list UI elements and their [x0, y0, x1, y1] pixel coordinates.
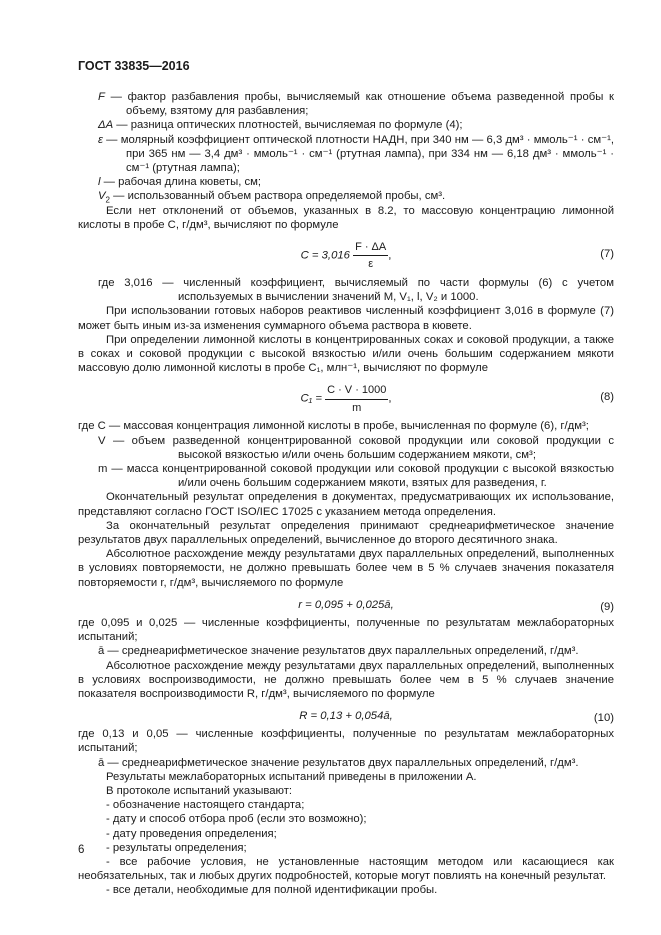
definition-f: F — фактор разбавления пробы, вычисляемый как отношение объема разведенной пробы к объему, взятому для разбавления;: [98, 91, 614, 118]
where-8-c: где C — массовая концентрация лимонной кислоты в пробе, вычисленная по формуле (6), г/дм³;: [78, 420, 589, 433]
symbol-v: V: [98, 190, 106, 203]
protocol-item: - результаты определения;: [106, 841, 247, 854]
where-10-b: ā — среднеарифметическое значение результатов двух параллельных определений, г/дм³.: [98, 756, 579, 769]
paragraph-formula7-intro: Если нет отклонений от объемов, указанных в 8.2, то массовую концентрацию лимонной кислоты в пробе C, г/дм³, вычисляют по формуле: [78, 204, 614, 231]
where-10-a: где 0,13 и 0,05 — численные коэффициенты, полученные по результатам межлабораторных испытаний;: [78, 728, 614, 755]
paragraph-kit: При использовании готовых наборов реактивов численный коэффициент 3,016 в формуле (7) может быть иным из-за изменения суммарного объема раствора в кювете.: [78, 305, 614, 332]
definition-v2: $V_2$ — использованный объем раствора определяемой пробы, см³.: [98, 190, 446, 205]
definition-delta-a: ΔA — разница оптических плотностей, вычисляемая по формуле (4);: [98, 119, 463, 132]
where-8-v: V — объем разведенной концентрированной соковой продукции или соковой продукции с высокой вязкостью и/или очень большим содержанием мякоти, см³;: [98, 434, 614, 461]
paragraph-mean: За окончательный результат определения принимают среднеарифметическое значение результатов двух параллельных определений, вычисленное до второго десятичного знака.: [78, 519, 614, 547]
formula-7: C = 3,016 $\frac{F \cdot \Delta A}{\varepsilon}$ , (7): [300, 241, 614, 271]
where-9-a: где 0,095 и 0,025 — численные коэффициенты, полученные по результатам межлабораторных испытаний;: [78, 616, 614, 644]
formula-8: C₁ = $\frac{C \cdot V \cdot 1000}{m}$ , (8): [300, 384, 614, 414]
symbol-f: F: [98, 91, 105, 103]
formula-8-label: (8): [600, 391, 614, 404]
protocol-item: - все рабочие условия, не установленные настоящим методом или касающиеся как необязательных, так и любых других подробностей, которые могут повлиять на конечный результат.: [78, 855, 614, 883]
protocol-intro: В протоколе испытаний указывают:: [106, 784, 293, 797]
formula-9: r = 0,095 + 0,025ā, (9): [298, 598, 614, 613]
paragraph-reproducibility: Абсолютное расхождение между результатами двух параллельных определений, выполненных в условиях воспроизводимости, не должно превышать более чем в 5 % случаев значение показателя воспроизводимости R, г/дм³, вычисляемого по формуле: [78, 659, 614, 700]
where-9-b: ā — среднеарифметическое значение результатов двух параллельных определений, г/дм³.: [98, 645, 579, 658]
definition-epsilon: ε — молярный коэффициент оптической плотности НАДН, при 340 нм — 6,3 дм³ · ммоль⁻¹ · см⁻¹, при 365 нм — 3,4 дм³ · ммоль⁻¹ · см⁻¹ (ртутная лампа), при 334 нм — 6,18 дм³ · ммоль⁻¹ · см⁻¹ (ртутная лампа);: [98, 133, 614, 175]
protocol-item: - обозначение настоящего стандарта;: [106, 799, 305, 812]
formula-10: R = 0,13 + 0,054ā, (10): [299, 710, 614, 725]
document-header: ГОСТ 33835—2016: [78, 59, 190, 73]
paragraph-repeatability: Абсолютное расхождение между результатами двух параллельных определений, выполненных в условиях повторяемости, не должно превышать более чем в 5 % случаев значения показателя повторяемости r, г/дм³, вычисляемого по формуле: [78, 548, 614, 589]
definition-l: l — рабочая длина кюветы, см;: [98, 176, 262, 189]
paragraph-interlab: Результаты межлабораторных испытаний приведены в приложении А.: [106, 770, 477, 783]
protocol-item: - дату и способ отбора проб (если это возможно);: [106, 813, 367, 826]
formula-7-label: (7): [600, 248, 614, 261]
formula-9-label: (9): [600, 600, 614, 613]
symbol-epsilon: ε: [98, 133, 103, 146]
where-8-m: m — масса концентрированной соковой продукции или соковой продукции с высокой вязкостью и/или очень большим содержанием мякоти, взятых для разведения, г.: [98, 463, 614, 490]
document-body: [78, 90, 614, 898]
symbol-delta-a: ΔA: [98, 119, 114, 132]
symbol-l: l: [98, 176, 101, 189]
page-number: 6: [78, 844, 85, 856]
fraction-7: $\frac{F \cdot \Delta A}{\varepsilon}$: [355, 241, 387, 271]
paragraph-final-result: Окончательный результат определения в документах, предусматривающих их использование, представляют согласно ГОСТ ISO/IEC 17025 с указанием метода определения.: [78, 491, 614, 518]
fraction-8: $\frac{C \cdot V \cdot 1000}{m}$: [327, 384, 387, 414]
protocol-item: - все детали, необходимые для полной идентификации пробы.: [106, 884, 438, 897]
where-7: где 3,016 — численный коэффициент, вычисляемый по части формулы (6) с учетом используемых в вычислении значений M, V₁, l, V₂ и 1000.: [98, 277, 614, 304]
paragraph-concentrated: При определении лимонной кислоты в концентрированных соках и соковой продукции, а также в соках и соковой продукции с высокой вязкостью и/или очень большим содержанием мякоти массовую долю лимонной кислоты в пробе C₁, млн⁻¹, вычисляют по формуле: [78, 333, 614, 375]
protocol-item: - дату проведения определения;: [106, 827, 277, 840]
formula-10-label: (10): [593, 712, 614, 725]
